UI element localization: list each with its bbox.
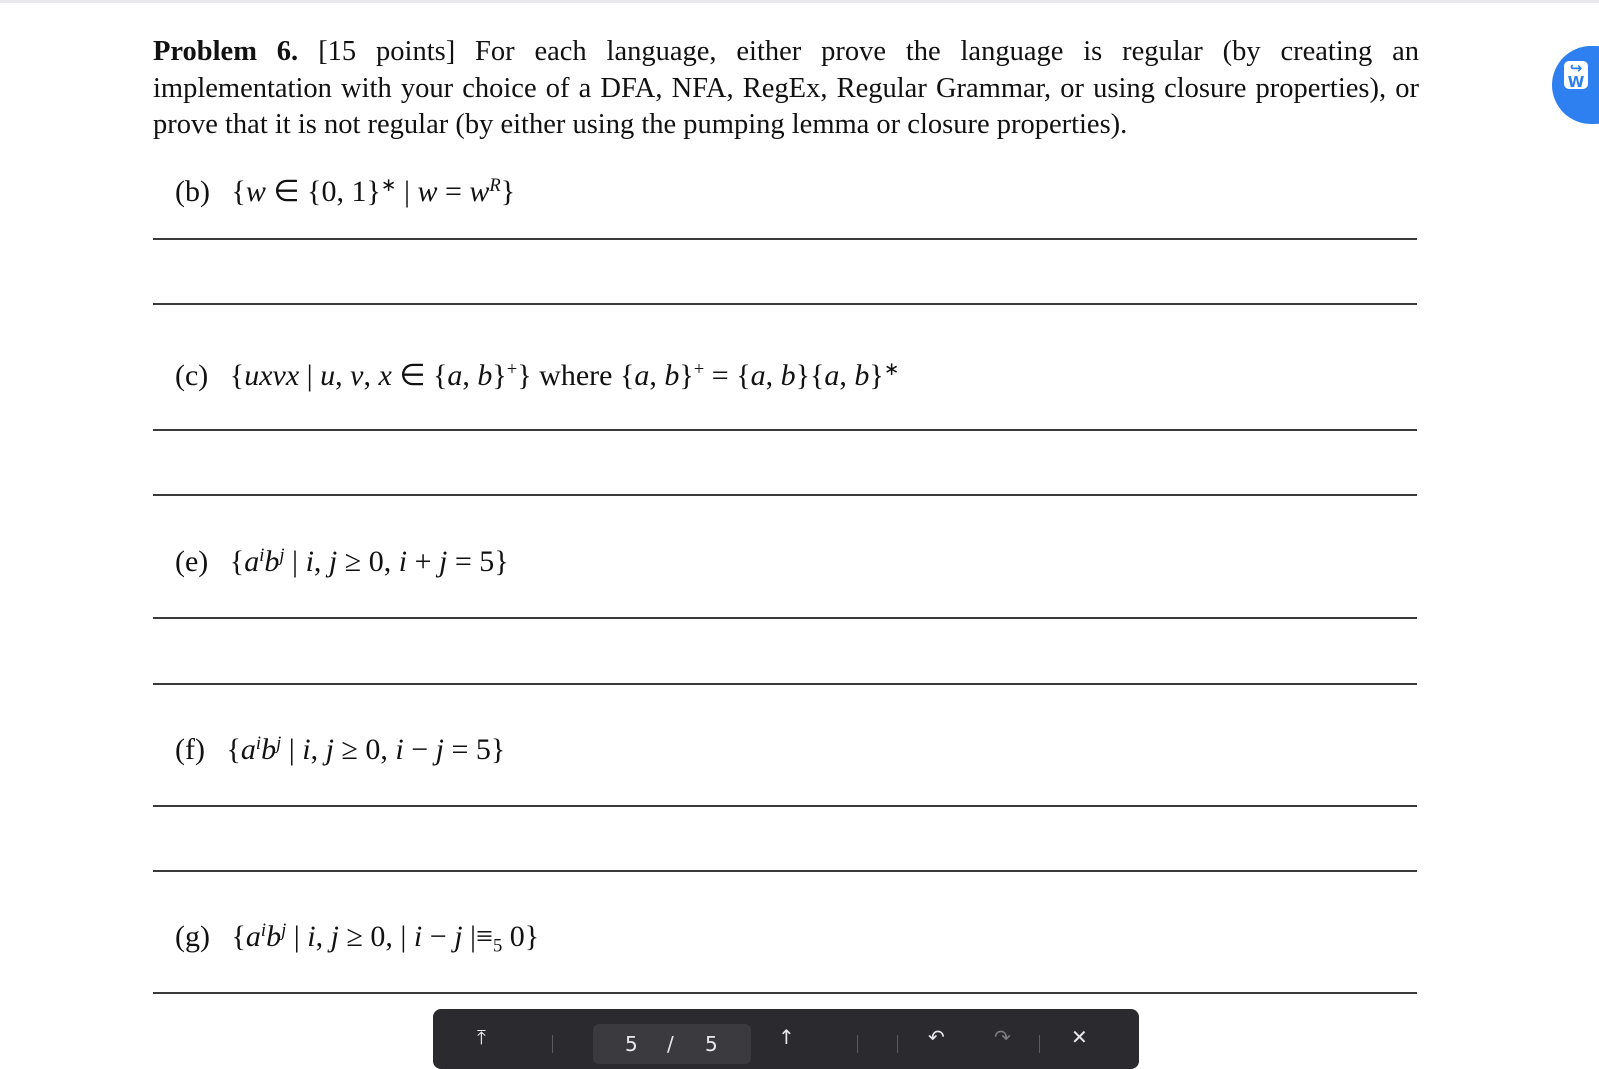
toolbar-separator	[857, 1035, 858, 1053]
part-label: (g)	[175, 920, 210, 953]
part-c	[175, 358, 899, 393]
page-separator: /	[667, 1032, 674, 1056]
part-f	[175, 733, 505, 767]
problem-statement	[153, 34, 1419, 144]
page-current: 5	[625, 1032, 638, 1056]
toolbar-separator	[552, 1035, 553, 1053]
answer-line	[153, 429, 1417, 431]
top-divider	[0, 0, 1599, 3]
part-label: (b)	[175, 175, 210, 208]
part-label: (e)	[175, 545, 209, 578]
close-icon[interactable]: ✕	[1071, 1025, 1088, 1049]
part-b	[175, 174, 515, 209]
word-export-icon: ↪ W	[1564, 61, 1588, 89]
problem-intro: [15 points] For each language, either prove the language is regular (by creating an implementation with your choice of a DFA, NFA, RegEx, Regular Grammar, or using closure properties), or prove that it is not regular (by either using the pumping lemma or closure properties).	[153, 36, 1419, 140]
answer-line	[153, 870, 1417, 872]
undo-icon[interactable]: ↶	[928, 1025, 945, 1049]
part-g-formula: {$a^ib^j$ | i, j ≥ 0, | i − j $|\equiv_5$ 0}	[231, 919, 540, 957]
page-indicator[interactable]	[593, 1024, 751, 1064]
redo-icon[interactable]: ↷	[994, 1025, 1011, 1049]
answer-line	[153, 992, 1417, 994]
part-label: (c)	[175, 359, 209, 392]
part-g	[175, 919, 540, 957]
arrow-up-icon[interactable]: ↑	[778, 1025, 795, 1049]
page-total: 5	[705, 1032, 718, 1056]
part-e	[175, 545, 509, 579]
answer-line	[153, 303, 1417, 305]
part-f-formula: {$a^ib^j$ | i, j ≥ 0, i − j = 5}	[226, 732, 506, 766]
pdf-page	[153, 34, 1419, 957]
answer-line	[153, 617, 1417, 619]
answer-line	[153, 805, 1417, 807]
pdf-toolbar	[433, 1009, 1139, 1069]
jump-to-first-icon[interactable]: ⤒	[477, 1025, 486, 1049]
answer-line	[153, 494, 1417, 496]
answer-line	[153, 238, 1417, 240]
part-c-formula: {uxvx | u, v, x ∈ {a, b}+} where {a, b}+ = {a, b}{a, b}∗	[229, 358, 900, 392]
part-label: (f)	[175, 733, 205, 766]
toolbar-separator	[1039, 1035, 1040, 1053]
answer-line	[153, 683, 1417, 685]
word-export-button[interactable]	[1552, 46, 1599, 124]
toolbar-separator	[897, 1035, 898, 1053]
part-b-formula: {w ∈ {0, 1}∗ | $w = w^R$}	[231, 174, 516, 208]
part-e-formula: {$a^ib^j$ | i, j ≥ 0, i + j = 5}	[229, 544, 509, 578]
problem-title: Problem 6.	[153, 36, 299, 67]
